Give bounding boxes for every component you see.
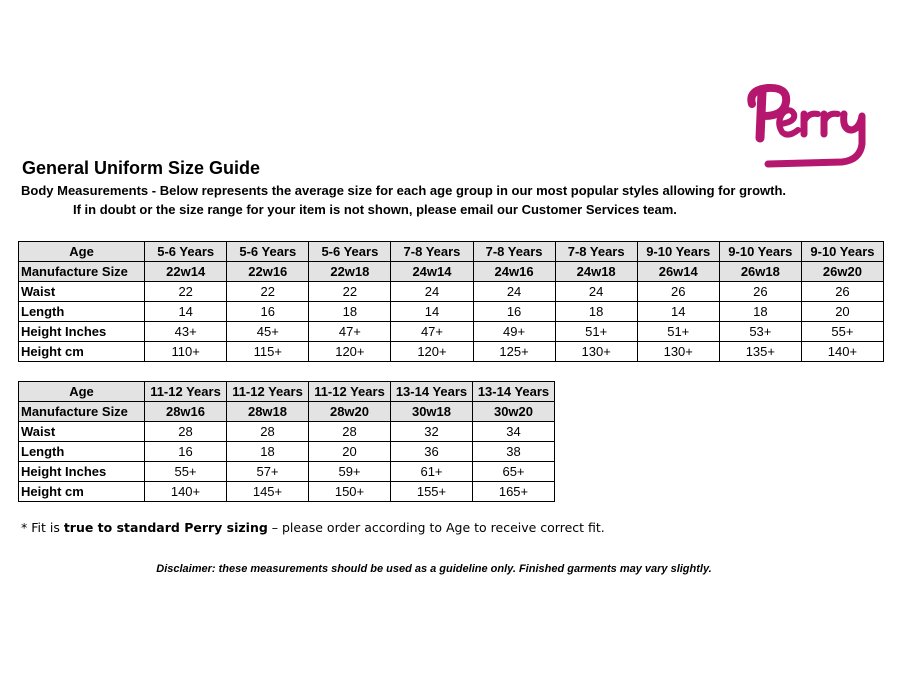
height-cm-row bbox=[19, 482, 555, 502]
height-cm-row bbox=[19, 342, 884, 362]
table-cell: 13-14 Years bbox=[473, 382, 555, 402]
table-cell: 9-10 Years bbox=[719, 242, 801, 262]
waist-row bbox=[19, 282, 884, 302]
table-cell: 24w16 bbox=[473, 262, 555, 282]
table-cell: 120+ bbox=[391, 342, 473, 362]
row-label: Waist bbox=[19, 422, 145, 442]
waist-row bbox=[19, 422, 555, 442]
table-cell: 18 bbox=[555, 302, 637, 322]
table-cell: 26w14 bbox=[637, 262, 719, 282]
table-cell: 140+ bbox=[801, 342, 883, 362]
table-cell: 24 bbox=[555, 282, 637, 302]
table-cell: 28 bbox=[145, 422, 227, 442]
table-cell: 30w20 bbox=[473, 402, 555, 422]
fit-note bbox=[21, 520, 605, 535]
table-cell: 14 bbox=[391, 302, 473, 322]
age-row bbox=[19, 382, 555, 402]
table-cell: 155+ bbox=[391, 482, 473, 502]
table-cell: 14 bbox=[145, 302, 227, 322]
table-cell: 53+ bbox=[719, 322, 801, 342]
row-label: Manufacture Size bbox=[19, 402, 145, 422]
table-cell: 5-6 Years bbox=[309, 242, 391, 262]
table-cell: 9-10 Years bbox=[801, 242, 883, 262]
table-cell: 115+ bbox=[227, 342, 309, 362]
table-cell: 20 bbox=[309, 442, 391, 462]
table-cell: 145+ bbox=[227, 482, 309, 502]
page-title: General Uniform Size Guide bbox=[22, 158, 261, 178]
table-cell: 59+ bbox=[309, 462, 391, 482]
table-cell: 11-12 Years bbox=[227, 382, 309, 402]
table-cell: 24w18 bbox=[555, 262, 637, 282]
table-cell: 11-12 Years bbox=[145, 382, 227, 402]
row-label: Waist bbox=[19, 282, 145, 302]
table-cell: 45+ bbox=[227, 322, 309, 342]
table-cell: 28w18 bbox=[227, 402, 309, 422]
table-cell: 150+ bbox=[309, 482, 391, 502]
intro-line: Body Measurements - Below represents the average size for each age group in our most popular styles allowing for growth. bbox=[21, 183, 787, 198]
table-cell: 16 bbox=[473, 302, 555, 322]
perry-logo bbox=[738, 78, 872, 170]
table-cell: 7-8 Years bbox=[391, 242, 473, 262]
table-cell: 11-12 Years bbox=[309, 382, 391, 402]
table-cell: 26w18 bbox=[719, 262, 801, 282]
table-cell: 165+ bbox=[473, 482, 555, 502]
table-cell: 28w20 bbox=[309, 402, 391, 422]
height-inches-row bbox=[19, 322, 884, 342]
table-cell: 57+ bbox=[227, 462, 309, 482]
table-cell: 130+ bbox=[555, 342, 637, 362]
table-cell: 20 bbox=[801, 302, 883, 322]
fit-note-suffix: – please order according to Age to receive correct fit. bbox=[267, 520, 605, 535]
table-cell: 38 bbox=[473, 442, 555, 462]
table-cell: 9-10 Years bbox=[637, 242, 719, 262]
table-cell: 5-6 Years bbox=[145, 242, 227, 262]
table-cell: 14 bbox=[637, 302, 719, 322]
size-table-2 bbox=[18, 381, 555, 502]
fit-note-bold: true to standard Perry sizing bbox=[63, 520, 268, 535]
table-cell: 7-8 Years bbox=[555, 242, 637, 262]
table-cell: 28 bbox=[309, 422, 391, 442]
table-cell: 5-6 Years bbox=[227, 242, 309, 262]
table-cell: 120+ bbox=[309, 342, 391, 362]
row-label: Height Inches bbox=[19, 462, 145, 482]
table-cell: 51+ bbox=[555, 322, 637, 342]
age-row bbox=[19, 242, 884, 262]
table-cell: 61+ bbox=[391, 462, 473, 482]
manufacture-size-row bbox=[19, 402, 555, 422]
table-cell: 22w18 bbox=[309, 262, 391, 282]
table-cell: 13-14 Years bbox=[391, 382, 473, 402]
table-cell: 36 bbox=[391, 442, 473, 462]
table-cell: 47+ bbox=[391, 322, 473, 342]
row-label: Height cm bbox=[19, 342, 145, 362]
table-cell: 22w14 bbox=[145, 262, 227, 282]
table-cell: 24 bbox=[391, 282, 473, 302]
table-cell: 22 bbox=[309, 282, 391, 302]
table-cell: 18 bbox=[309, 302, 391, 322]
table-cell: 24w14 bbox=[391, 262, 473, 282]
row-label: Age bbox=[19, 382, 145, 402]
table-cell: 18 bbox=[719, 302, 801, 322]
row-label: Length bbox=[19, 442, 145, 462]
row-label: Length bbox=[19, 302, 145, 322]
table-cell: 26 bbox=[801, 282, 883, 302]
row-label: Height cm bbox=[19, 482, 145, 502]
table-cell: 130+ bbox=[637, 342, 719, 362]
table-cell: 28w16 bbox=[145, 402, 227, 422]
contact-line: If in doubt or the size range for your item is not shown, please email our Customer Services team. bbox=[73, 202, 677, 217]
row-label: Age bbox=[19, 242, 145, 262]
table-cell: 43+ bbox=[145, 322, 227, 342]
table-cell: 16 bbox=[227, 302, 309, 322]
length-row bbox=[19, 302, 884, 322]
table-cell: 55+ bbox=[145, 462, 227, 482]
row-label: Manufacture Size bbox=[19, 262, 145, 282]
fit-note-prefix: * Fit is bbox=[21, 520, 64, 535]
table-cell: 135+ bbox=[719, 342, 801, 362]
table-cell: 22 bbox=[145, 282, 227, 302]
table-cell: 18 bbox=[227, 442, 309, 462]
table-cell: 30w18 bbox=[391, 402, 473, 422]
table-cell: 26 bbox=[637, 282, 719, 302]
table-cell: 34 bbox=[473, 422, 555, 442]
table-cell: 55+ bbox=[801, 322, 883, 342]
table-cell: 26w20 bbox=[801, 262, 883, 282]
table-cell: 24 bbox=[473, 282, 555, 302]
length-row bbox=[19, 442, 555, 462]
manufacture-size-row bbox=[19, 262, 884, 282]
size-table-1 bbox=[18, 241, 884, 362]
table-cell: 65+ bbox=[473, 462, 555, 482]
table-cell: 110+ bbox=[145, 342, 227, 362]
table-cell: 22 bbox=[227, 282, 309, 302]
table-cell: 28 bbox=[227, 422, 309, 442]
disclaimer: Disclaimer: these measurements should be used as a guideline only. Finished garments may vary slightly. bbox=[156, 563, 712, 575]
table-cell: 16 bbox=[145, 442, 227, 462]
table-cell: 49+ bbox=[473, 322, 555, 342]
table-cell: 26 bbox=[719, 282, 801, 302]
row-label: Height Inches bbox=[19, 322, 145, 342]
table-cell: 140+ bbox=[145, 482, 227, 502]
height-inches-row bbox=[19, 462, 555, 482]
table-cell: 32 bbox=[391, 422, 473, 442]
table-cell: 125+ bbox=[473, 342, 555, 362]
table-cell: 47+ bbox=[309, 322, 391, 342]
table-cell: 51+ bbox=[637, 322, 719, 342]
table-cell: 7-8 Years bbox=[473, 242, 555, 262]
table-cell: 22w16 bbox=[227, 262, 309, 282]
